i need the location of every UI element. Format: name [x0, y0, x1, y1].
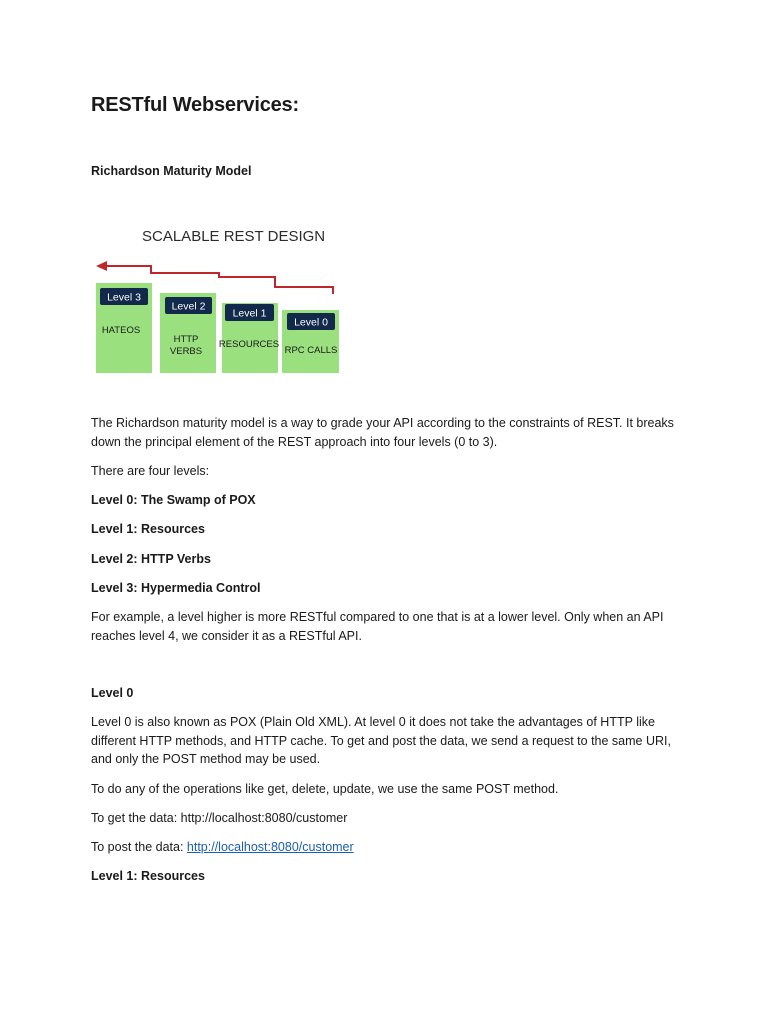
get-data-label: To get the data:	[91, 811, 181, 825]
level-0-badge: Level 0	[294, 316, 328, 329]
level-list-item: Level 1: Resources	[91, 522, 205, 536]
level0-description: Level 0 is also known as POX (Plain Old XML). At level 0 it does not take the advantages of HTTP like different HTTP methods, and HTTP cache. To get and post the data, we send a request to the same URI, and only the POST method may be used.	[91, 715, 671, 766]
level0-heading: Level 0	[91, 686, 134, 700]
level-0-label: RPC CALLS	[284, 345, 338, 356]
level-3-badge: Level 3	[107, 291, 141, 304]
level-1-label: RESOURCES	[218, 339, 280, 350]
page-title: RESTful Webservices:	[91, 94, 299, 116]
post-data-line	[91, 838, 681, 857]
post-data-link[interactable]: http://localhost:8080/customer	[186, 840, 354, 854]
figure-heading: SCALABLE REST DESIGN	[142, 228, 326, 245]
level-list-item: Level 2: HTTP Verbs	[91, 552, 211, 566]
level-list-item: Level 0: The Swamp of POX	[91, 493, 256, 507]
level-2-badge: Level 2	[171, 300, 206, 313]
level-3-label: HATEOS	[101, 325, 141, 336]
level1-heading: Level 1: Resources	[91, 869, 205, 883]
level-1-badge: Level 1	[232, 307, 267, 320]
level-3-box	[96, 283, 152, 373]
intro-paragraph: The Richardson maturity model is a way to grade your API according to the constraints of REST. It breaks down the principal element of the REST approach into four levels (0 to 3).	[91, 416, 674, 449]
level-2-label-line-1: HTTP	[173, 334, 199, 345]
same-post-text: To do any of the operations like get, delete, update, we use the same POST method.	[91, 782, 559, 796]
level-0-box	[282, 310, 339, 373]
get-data-url: http://localhost:8080/customer	[180, 811, 348, 825]
four-levels-text: There are four levels:	[91, 464, 210, 478]
section-heading-richardson: Richardson Maturity Model	[91, 164, 252, 178]
level-1-box	[219, 303, 279, 373]
example-paragraph: For example, a level higher is more RESTful compared to one that is at a lower level. Only when an API reaches level 4, we consider it as a RESTful API.	[91, 610, 664, 643]
rest-design-figure	[88, 220, 360, 380]
level-list-item: Level 3: Hypermedia Control	[91, 581, 261, 595]
arrowhead-icon	[96, 261, 107, 271]
level-2-box	[160, 293, 216, 373]
post-data-label: To post the data:	[91, 840, 187, 854]
get-data-line	[91, 809, 681, 828]
level-2-label-line-2: VERBS	[169, 346, 203, 357]
maturity-diagram	[88, 220, 360, 380]
